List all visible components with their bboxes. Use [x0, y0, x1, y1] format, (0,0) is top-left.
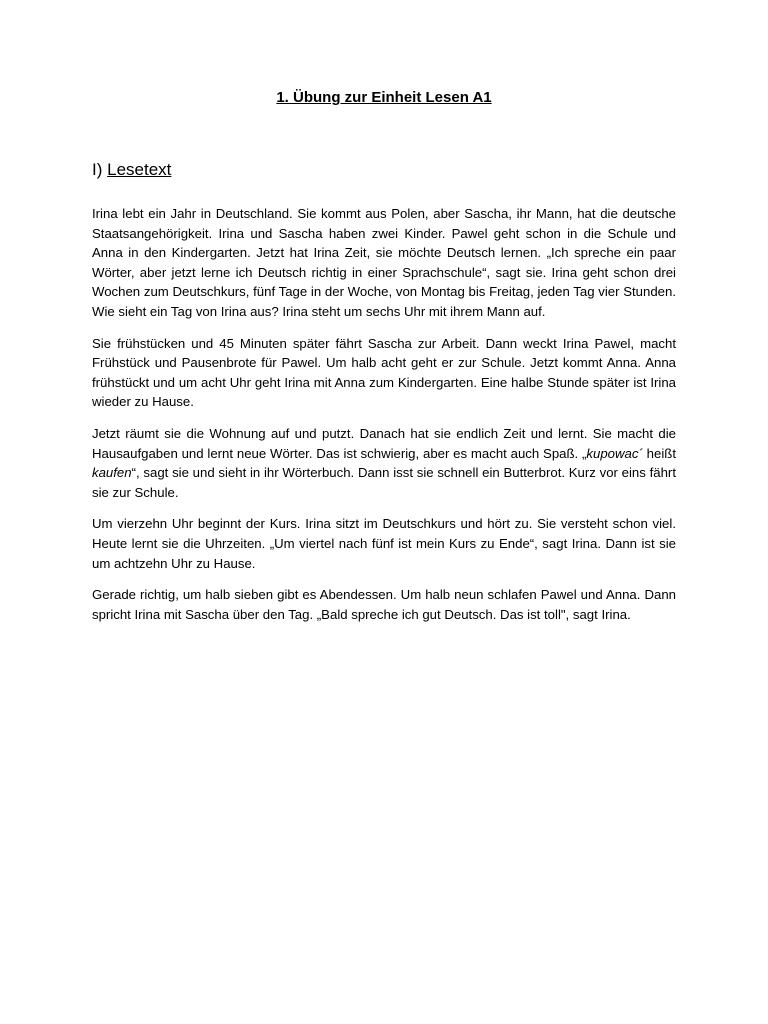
paragraph-2: Sie frühstücken und 45 Minuten später fährt Sascha zur Arbeit. Dann weckt Irina Pawel, macht Frühstück und Pausenbrote für Pawel. Um halb acht geht er zur Schule. Jetzt kommt Anna. Anna frühstückt und um acht Uhr geht Irina mit Anna zum Kindergarten. Eine halbe Stunde später ist Irina wieder zu Hause.	[92, 335, 676, 410]
reading-text	[92, 204, 676, 636]
section-prefix: I)	[92, 160, 108, 179]
paragraph-3-part-2: heißt	[642, 445, 676, 461]
paragraph-3-word-polish: kupowac´	[586, 445, 643, 461]
document-title: 1. Übung zur Einheit Lesen A1	[276, 89, 492, 106]
paragraph-5: Gerade richtig, um halb sieben gibt es Abendessen. Um halb neun schlafen Pawel und Anna. Dann spricht Irina mit Sascha über den Tag. „Bald spreche ich gut Deutsch. Das ist toll", sagt Irina.	[92, 587, 676, 622]
paragraph-1: Irina lebt ein Jahr in Deutschland. Sie kommt aus Polen, aber Sascha, ihr Mann, hat die deutsche Staatsangehörigkeit. Irina und Sascha haben zwei Kinder. Pawel geht schon in die Schule und Anna in den Kindergarten. Jetzt hat Irina Zeit, sie möchte Deutsch lernen. „Ich spreche ein paar Wörter, aber jetzt lerne ich Deutsch richtig in einer Sprachschule“, sagt sie. Irina geht schon drei Wochen zum Deutschkurs, fünf Tage in der Woche, von Montag bis Freitag, jeden Tag vier Stunden. Wie sieht ein Tag von Irina aus? Irina steht um sechs Uhr mit ihrem Mann auf.	[92, 206, 676, 319]
paragraph-3-part-3: “, sagt sie und sieht in ihr Wörterbuch. Dann isst sie schnell ein Butterbrot. Kurz vor eins fährt sie zur Schule.	[92, 465, 676, 500]
paragraph-3-part-1: Jetzt räumt sie die Wohnung auf und putzt. Danach hat sie endlich Zeit und lernt. Sie macht die Hausaufgaben und lernt neue Wörter. Das ist schwierig, aber es macht auch Spaß. „	[92, 425, 676, 461]
paragraph-3	[92, 424, 676, 502]
paragraph-4: Um vierzehn Uhr beginnt der Kurs. Irina sitzt im Deutschkurs und hört zu. Sie versteht schon viel. Heute lernt sie die Uhrzeiten. „Um viertel nach fünf ist mein Kurs zu Ende“, sagt Irina. Dann ist sie um achtzehn Uhr zu Hause.	[92, 516, 676, 571]
section-heading	[92, 159, 171, 181]
paragraph-3-word-german: kaufen	[92, 465, 132, 481]
section-label: Lesetext	[107, 160, 172, 179]
